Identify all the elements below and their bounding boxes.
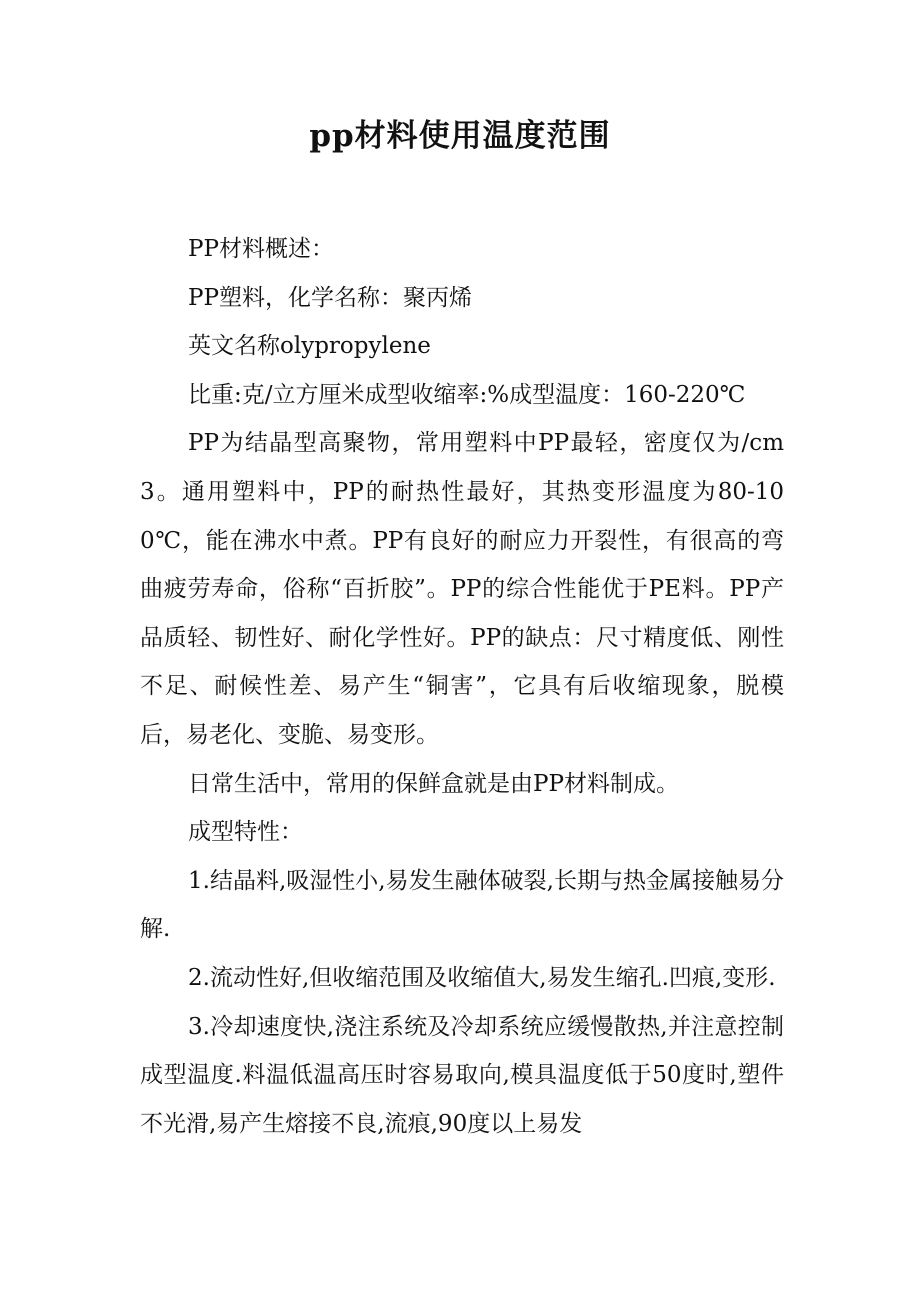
paragraph-molding-item-1: 1.结晶料,吸湿性小,易发生融体破裂,长期与热金属接触易分解. (140, 867, 784, 943)
paragraph-overview-heading: PP材料概述： (188, 236, 334, 262)
paragraph-daily-use: 日常生活中，常用的保鲜盒就是由PP材料制成。 (188, 770, 679, 797)
paragraph-english-name: 英文名称olypropylene (188, 333, 431, 360)
paragraph-molding-heading: 成型特性： (188, 819, 303, 846)
document-body (140, 225, 784, 1148)
paragraph-molding-item-2: 2.流动性好,但收缩范围及收缩值大,易发生缩孔.凹痕,变形. (188, 964, 776, 991)
paragraph-chemical-name: PP塑料，化学名称：聚丙烯 (188, 284, 472, 311)
paragraph-specs: 比重:克/立方厘米成型收缩率:%成型温度：160-220℃ (188, 381, 746, 408)
document-title: pp材料使用温度范围 (309, 118, 611, 154)
paragraph-molding-item-3: 3.冷却速度快,浇注系统及冷却系统应缓慢散热,并注意控制成型温度.料温低温高压时容易取向,模具温度低于50度时,塑件不光滑,易产生熔接不良,流痕,90度以上易发 (140, 1013, 784, 1137)
paragraph-description: PP为结晶型高聚物，常用塑料中PP最轻，密度仅为/cm3。通用塑料中，PP的耐热性最好，其热变形温度为80-100℃，能在沸水中煮。PP有良好的耐应力开裂性，有很高的弯曲疲劳寿命，俗称“百折胶”。PP的综合性能优于PE料。PP产品质轻、韧性好、耐化学性好。PP的缺点：尺寸精度低、刚性不足、耐候性差、易产生“铜害”，它具有后收缩现象，脱模后，易老化、变脆、易变形。 (140, 430, 784, 748)
